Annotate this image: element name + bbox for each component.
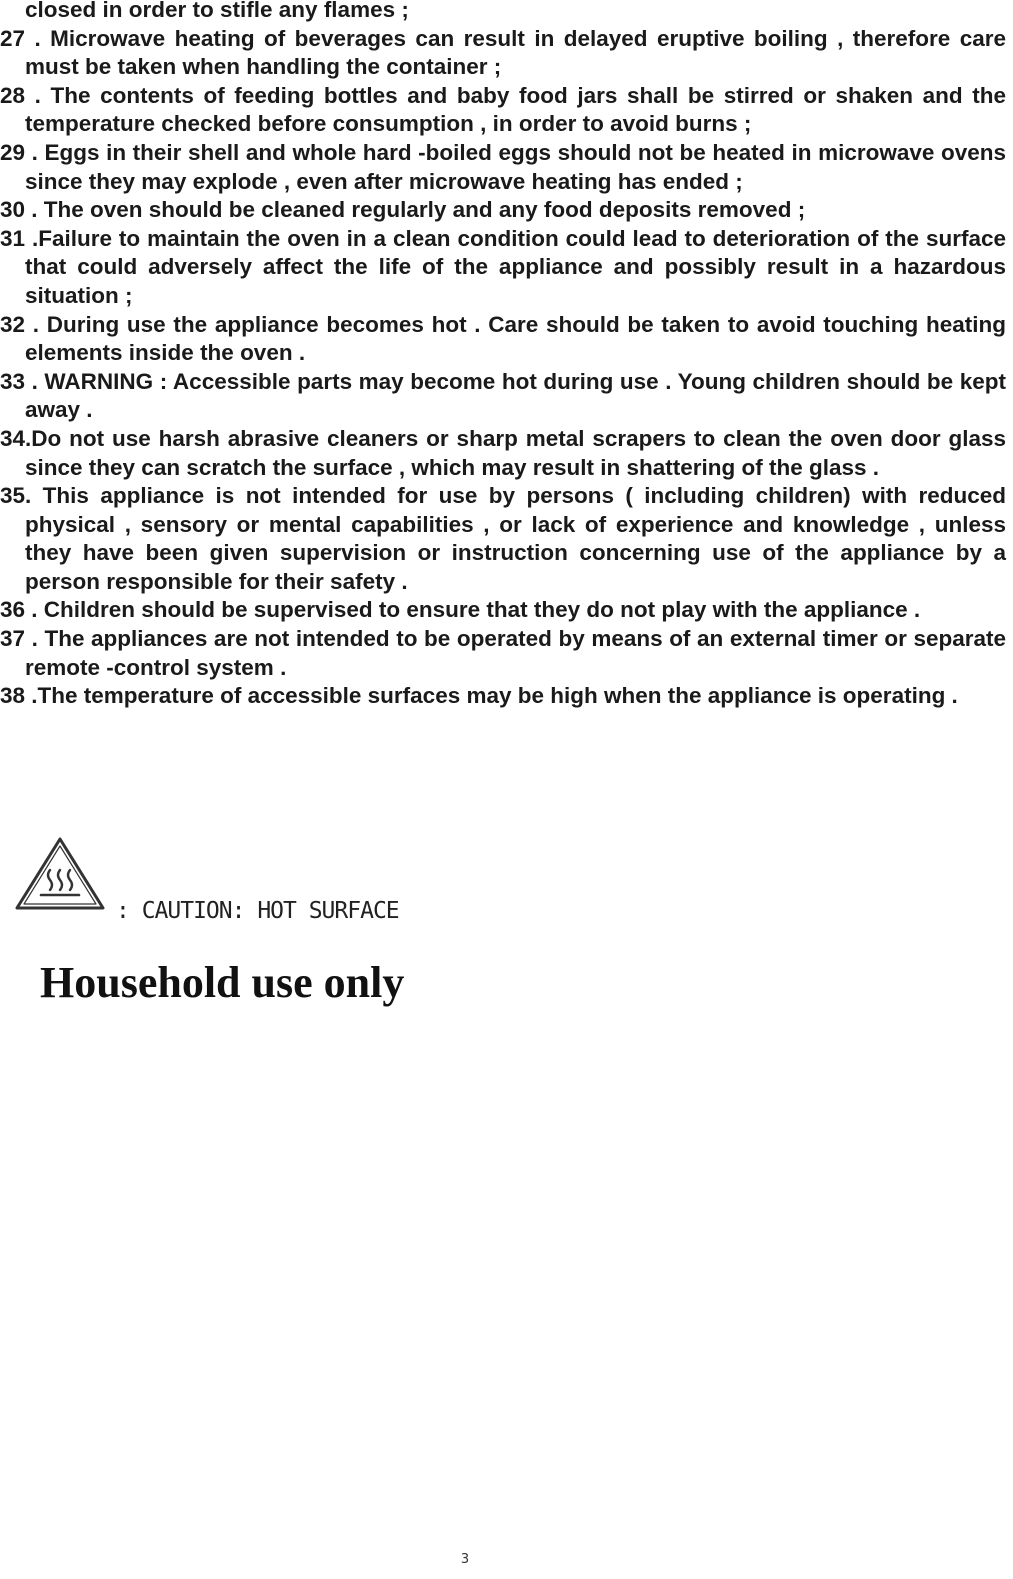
paragraph-continuation: closed in order to stifle any flames ;	[25, 0, 409, 22]
paragraph-28: 28 . The contents of feeding bottles and baby food jars shall be stirred or shaken and the temperature checked before consumption , in order to avoid burns ;	[0, 82, 1006, 137]
caution-label: : CAUTION: HOT SURFACE	[116, 898, 399, 924]
paragraph-37: 37 . The appliances are not intended to be operated by means of an external timer or separate remote -control system .	[0, 626, 1006, 680]
paragraph-35: 35. This appliance is not intended for use by persons ( including children) with reduced physical , sensory or mental capabilities , or lack of experience and knowledge , unless they have been given supervision or instruction concerning use of the appliance by a person responsible for their safety .	[0, 483, 1006, 594]
household-use-note: Household use only	[40, 958, 405, 1007]
paragraph-36: 36 . Children should be supervised to ensure that they do not play with the appliance .	[0, 597, 921, 623]
paragraph-29: 29 . Eggs in their shell and whole hard -boiled eggs should not be heated in microwave ovens since they may explode , even after microwave heating has ended ;	[0, 139, 1006, 194]
paragraph-30: 30 . The oven should be cleaned regularly and any food deposits removed ;	[0, 197, 806, 223]
paragraph-33: 33 . WARNING : Accessible parts may become hot during use . Young children should be kept away .	[0, 368, 1006, 423]
paragraph-31: 31 .Failure to maintain the oven in a clean condition could lead to deterioration of the surface that could adversely affect the life of the appliance and possibly result in a hazardous situation ;	[0, 225, 1006, 308]
paragraph-34: 34.Do not use harsh abrasive cleaners or sharp metal scrapers to clean the oven door glass since they can scratch the surface , which may result in shattering of the glass .	[0, 425, 1006, 480]
paragraph-38: 38 .The temperature of accessible surfaces may be high when the appliance is operating .	[0, 683, 958, 709]
hot-surface-warning-icon	[14, 836, 106, 912]
page-number: 3	[460, 1552, 470, 1567]
paragraph-27: 27 . Microwave heating of beverages can result in delayed eruptive boiling , therefore care must be taken when handling the container ;	[0, 25, 1006, 80]
paragraph-32: 32 . During use the appliance becomes hot . Care should be taken to avoid touching heating elements inside the oven .	[0, 311, 1006, 366]
instructions-list	[0, 0, 1006, 711]
caution-hot-surface	[14, 836, 434, 932]
